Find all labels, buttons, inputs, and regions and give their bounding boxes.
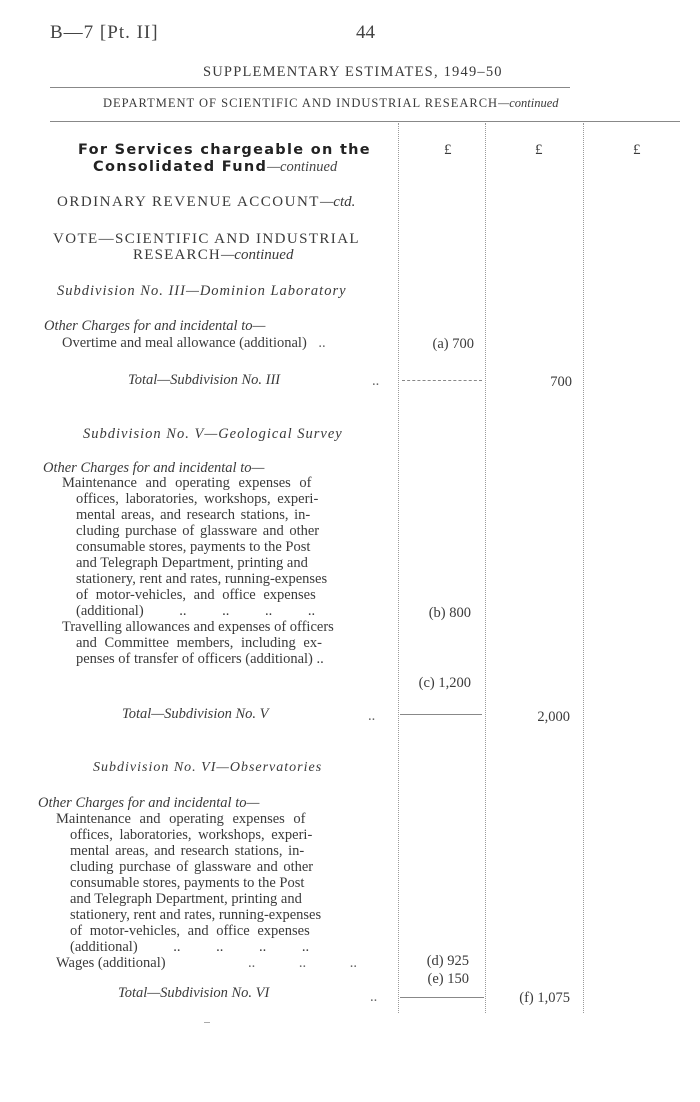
- sub5-item2-value: (c) 1,200: [418, 675, 471, 691]
- sub3-item1-dots: ..: [318, 335, 326, 351]
- vote-heading-line2: [133, 247, 293, 264]
- sub3-total-dots: ..: [372, 373, 380, 389]
- sub6-item1-line3: mental areas, and research stations, in-: [70, 843, 305, 859]
- sub6-item2-label: Wages (additional): [56, 955, 166, 971]
- sub6-item1-line4: cluding purchase of glassware and other: [70, 859, 314, 875]
- sub3-item1: [62, 336, 326, 352]
- vote-suffix: —continued: [220, 247, 294, 263]
- sub5-item1-line1: Maintenance and operating expenses of: [62, 475, 312, 491]
- sub6-item1-line6: and Telegraph Department, printing and: [70, 891, 302, 907]
- column-header-2: £: [535, 142, 543, 158]
- services-heading-line1: For Services chargeable on the: [78, 142, 371, 158]
- sub5-item1-line8: of motor-vehicles, and office expenses: [76, 587, 316, 603]
- sub3-total-value: 700: [550, 374, 572, 390]
- sub3-other-charges: Other Charges for and incidental to—: [44, 318, 266, 334]
- sub6-item2-value: (e) 150: [427, 971, 469, 987]
- sub3-item1-label: Overtime and meal allowance (additional): [62, 335, 307, 351]
- column-separator-3: [583, 123, 584, 1013]
- department-name: DEPARTMENT OF SCIENTIFIC AND INDUSTRIAL RESEARCH: [103, 96, 499, 110]
- vote-heading-line1: VOTE—SCIENTIFIC AND INDUSTRIAL: [53, 231, 360, 247]
- sub3-item1-value: (a) 700: [432, 336, 474, 352]
- sub5-total-label: Total—Subdivision No. V: [122, 706, 269, 722]
- services-suffix: —continued: [267, 159, 338, 175]
- column-separator-2: [485, 123, 486, 1013]
- sub5-item2-line1: Travelling allowances and expenses of officers: [62, 619, 334, 635]
- sub5-item1-line5: consumable stores, payments to the Post: [76, 539, 311, 555]
- sub5-heading: Subdivision No. V—Geological Survey: [83, 426, 343, 442]
- sub6-item1-value: (d) 925: [426, 953, 469, 969]
- sub6-item1-line5: consumable stores, payments to the Post: [70, 875, 305, 891]
- sub6-item-rule: [400, 997, 484, 998]
- sub6-total-label: Total—Subdivision No. VI: [118, 985, 270, 1001]
- account-heading: [57, 194, 355, 211]
- sub5-item1-line7: stationery, rent and rates, running-expenses: [76, 571, 328, 587]
- account-suffix: —ctd.: [319, 194, 356, 210]
- sub6-item1-line1: Maintenance and operating expenses of: [56, 811, 306, 827]
- sub5-item1-line3: mental areas, and research stations, in-: [76, 507, 311, 523]
- column-separator-1: [398, 123, 399, 1013]
- sub6-item1-line8: of motor-vehicles, and office expenses: [70, 923, 310, 939]
- vote-research: RESEARCH: [133, 247, 221, 263]
- department-heading: [103, 96, 559, 111]
- sub3-item-rule: [402, 380, 482, 381]
- sub3-total-label: Total—Subdivision No. III: [128, 372, 281, 388]
- account-label: ORDINARY REVENUE ACCOUNT: [57, 194, 320, 210]
- sub6-item1-line2: offices, laboratories, workshops, experi-: [70, 827, 313, 843]
- sub5-item1-value: (b) 800: [428, 605, 471, 621]
- footer-mark: [204, 1022, 210, 1023]
- sub5-item1-line4: cluding purchase of glassware and other: [76, 523, 320, 539]
- sub6-total-dots: ..: [370, 989, 378, 1005]
- sub5-item1-line2: offices, laboratories, workshops, experi-: [76, 491, 319, 507]
- sub6-item1-line9: (additional) .. .. .. ..: [70, 939, 310, 955]
- sub5-total-value: 2,000: [537, 709, 570, 725]
- sub6-item2: [56, 956, 166, 972]
- services-heading-line2: [93, 159, 337, 176]
- sub5-item1-line6: and Telegraph Department, printing and: [76, 555, 308, 571]
- sub5-item2-line3: penses of transfer of officers (additional) ..: [76, 651, 324, 667]
- sub5-item1-line9: (additional) .. .. .. ..: [76, 603, 316, 619]
- column-header-1: £: [444, 142, 452, 158]
- sub5-total-dots: ..: [368, 708, 376, 724]
- page-title: SUPPLEMENTARY ESTIMATES, 1949–50: [203, 64, 503, 80]
- part-reference: B—7 [Pt. II]: [50, 22, 159, 43]
- sub3-heading: Subdivision No. III—Dominion Laboratory: [57, 283, 347, 299]
- sub6-item2-dots: .. .. ..: [248, 955, 357, 971]
- sub6-other-charges: Other Charges for and incidental to—: [38, 795, 260, 811]
- sub5-other-charges: Other Charges for and incidental to—: [43, 460, 265, 476]
- sub5-item-rule: [400, 714, 482, 715]
- sub6-item1-line7: stationery, rent and rates, running-expenses: [70, 907, 322, 923]
- title-rule: [50, 87, 570, 88]
- department-rule: [50, 121, 680, 122]
- sub6-total-value: (f) 1,075: [519, 990, 570, 1006]
- consolidated-fund: Consolidated Fund: [93, 159, 268, 175]
- column-header-3: £: [633, 142, 641, 158]
- sub6-heading: Subdivision No. VI—Observatories: [93, 760, 323, 775]
- sub5-item2-line2: and Committee members, including ex-: [76, 635, 322, 651]
- page-number: 44: [356, 22, 375, 43]
- department-suffix: —continued: [498, 96, 559, 110]
